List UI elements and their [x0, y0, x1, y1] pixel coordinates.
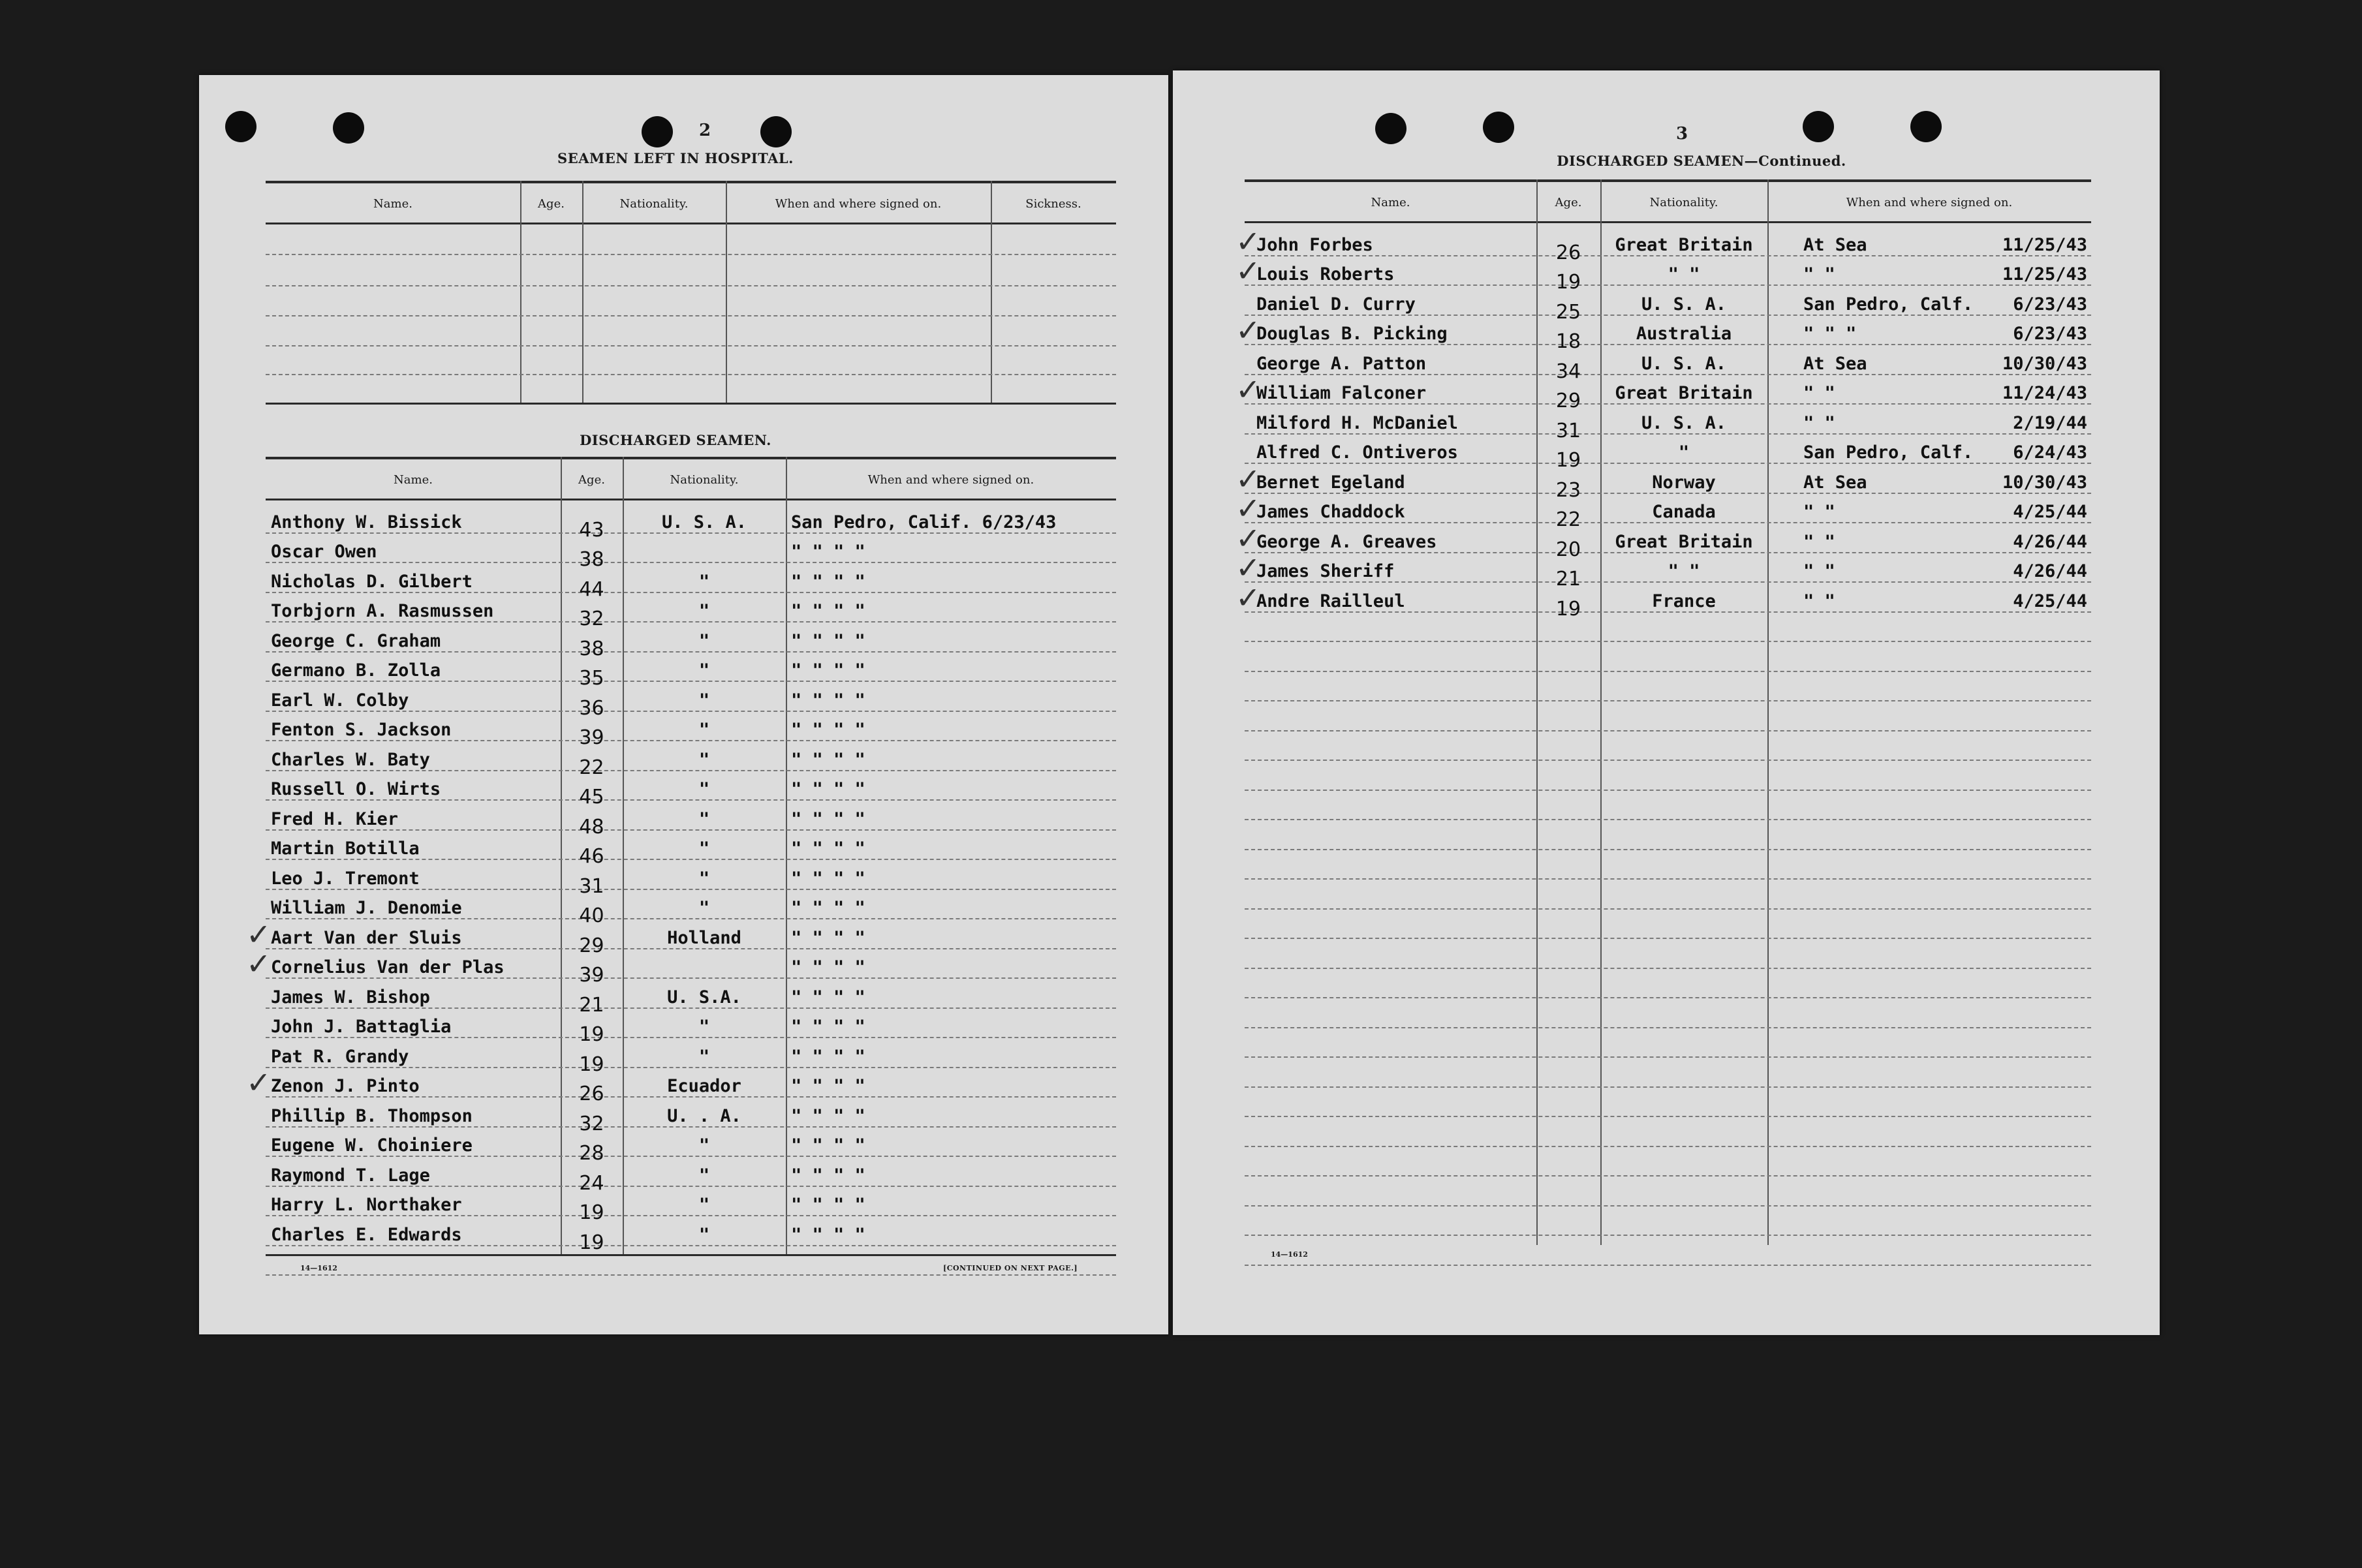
- seaman-age: 19: [1555, 271, 1581, 294]
- seaman-nationality: U. S. A.: [1641, 294, 1727, 315]
- seaman-nationality: ": [698, 1046, 710, 1067]
- row-rule: [1245, 1027, 2091, 1028]
- page-number: 3: [1675, 124, 1688, 144]
- table-row: [266, 1037, 1116, 1076]
- punch-hole: [333, 112, 364, 144]
- table-row: [266, 711, 1116, 749]
- table-row: [266, 1156, 1116, 1195]
- check-mark: ✓: [1235, 313, 1261, 348]
- row-rule: [266, 1245, 1116, 1246]
- seaman-name: Raymond T. Lage: [271, 1165, 430, 1186]
- seaman-signed-on: " " " ": [791, 1195, 865, 1215]
- table-row: [1235, 372, 2091, 412]
- seaman-name: Pat R. Grandy: [271, 1046, 409, 1067]
- seaman-signed-on: " " " ": [791, 779, 865, 799]
- seaman-age: 38: [579, 637, 604, 660]
- seaman-age: 19: [579, 1231, 604, 1254]
- table-row: [266, 740, 1116, 779]
- row-rule: [1245, 938, 2091, 939]
- row-rule: [1245, 1175, 2091, 1176]
- seaman-nationality: U. S. A.: [661, 512, 747, 532]
- table-row: [1235, 550, 2091, 591]
- seaman-signed-on-date: 11/24/43: [2002, 383, 2087, 403]
- seaman-nationality: ": [698, 749, 710, 770]
- discharged-section-title: DISCHARGED SEAMEN.: [580, 432, 771, 448]
- punch-hole: [1483, 112, 1514, 143]
- signed-on-cell: [1767, 561, 2091, 581]
- seaman-name: Anthony W. Bissick: [271, 512, 462, 532]
- seaman-signed-on-date: 2/19/44: [2013, 412, 2087, 433]
- seaman-name: George A. Patton: [1256, 353, 1427, 374]
- seaman-age: 28: [579, 1142, 604, 1165]
- table-row: [1235, 461, 2091, 502]
- seaman-age: 19: [1555, 597, 1581, 621]
- seaman-signed-on: " " " ": [791, 660, 865, 681]
- row-rule: [266, 1274, 1116, 1276]
- seaman-age: 32: [579, 1112, 604, 1135]
- seaman-signed-on-place: " ": [1803, 264, 1835, 284]
- seaman-name: Earl W. Colby: [271, 690, 409, 711]
- seaman-signed-on: " " " ": [791, 838, 865, 859]
- header-name: Name.: [1371, 195, 1410, 209]
- seaman-signed-on-date: 4/26/44: [2013, 531, 2087, 552]
- seaman-age: 18: [1555, 330, 1581, 353]
- seaman-age: 35: [579, 667, 604, 690]
- seaman-age: 25: [1555, 300, 1581, 324]
- seaman-name: Harry L. Northaker: [271, 1195, 462, 1215]
- table-row: [266, 1215, 1116, 1254]
- row-rule: [1245, 968, 2091, 969]
- row-rule: [1245, 1235, 2091, 1236]
- seaman-name: Oscar Owen: [271, 542, 377, 562]
- right-page: [1173, 70, 2160, 1335]
- seaman-signed-on-place: At Sea: [1803, 472, 1867, 493]
- seaman-signed-on: " " " ": [791, 957, 865, 977]
- seaman-signed-on-date: 10/30/43: [2002, 353, 2087, 374]
- seaman-nationality: Norway: [1652, 472, 1716, 493]
- seaman-signed-on: San Pedro, Calif. 6/23/43: [791, 512, 1057, 532]
- seaman-signed-on-place: At Sea: [1803, 353, 1867, 374]
- seaman-age: 22: [1555, 508, 1581, 531]
- seaman-age: 19: [579, 1053, 604, 1076]
- seaman-nationality: France: [1652, 591, 1716, 611]
- right-section-title: DISCHARGED SEAMEN—Continued.: [1557, 153, 1846, 169]
- row-rule: [1245, 760, 2091, 761]
- seaman-name: Martin Botilla: [271, 838, 420, 859]
- check-mark: ✓: [1235, 253, 1261, 288]
- discharged-table: [246, 457, 1116, 1331]
- seaman-signed-on: " " " ": [791, 1046, 865, 1067]
- seaman-nationality: ": [698, 898, 710, 918]
- seaman-signed-on-place: " ": [1803, 531, 1835, 552]
- signed-on-cell: [1767, 324, 2091, 344]
- seaman-signed-on: " " " ": [791, 1105, 865, 1126]
- seaman-signed-on: " " " ": [791, 601, 865, 621]
- table-row: [1245, 284, 2091, 324]
- seaman-nationality: ": [698, 808, 710, 829]
- seaman-name: Louis Roberts: [1256, 264, 1395, 284]
- signed-on-cell: [1767, 591, 2091, 611]
- seaman-name: George C. Graham: [271, 630, 441, 651]
- seaman-signed-on-place: " ": [1803, 502, 1835, 522]
- seaman-name: Nicholas D. Gilbert: [271, 571, 473, 592]
- seaman-age: 29: [579, 934, 604, 957]
- seaman-signed-on-place: At Sea: [1803, 234, 1867, 255]
- seaman-nationality: ": [698, 601, 710, 621]
- seaman-age: 39: [579, 964, 604, 987]
- table-row: [266, 889, 1116, 927]
- row-rule: [1245, 671, 2091, 672]
- check-mark: ✓: [1235, 579, 1261, 615]
- seaman-name: George A. Greaves: [1256, 531, 1437, 552]
- header-name: Name.: [394, 472, 433, 487]
- table-row: [266, 562, 1116, 601]
- seaman-age: 21: [1555, 568, 1581, 591]
- table-row: [1245, 403, 2091, 442]
- seaman-name: Andre Railleul: [1256, 591, 1405, 611]
- seaman-nationality: ": [698, 1195, 710, 1215]
- punch-hole: [642, 116, 673, 147]
- table-row: [1235, 253, 2091, 294]
- discharged-continued-table: [1235, 179, 2091, 1328]
- table-row: [1245, 344, 2091, 383]
- seaman-signed-on-date: 6/24/43: [2013, 442, 2087, 463]
- seaman-name: Cornelius Van der Plas: [271, 957, 505, 977]
- seaman-signed-on: " " " ": [791, 987, 865, 1007]
- seaman-name: Eugene W. Choiniere: [271, 1135, 473, 1156]
- seaman-age: 32: [579, 607, 604, 630]
- seaman-name: Germano B. Zolla: [271, 660, 441, 681]
- seaman-nationality: ": [698, 720, 710, 740]
- seaman-name: William J. Denomie: [271, 898, 462, 918]
- signed-on-cell: [1767, 294, 2091, 315]
- seaman-name: Milford H. McDaniel: [1256, 412, 1458, 433]
- table-row: [1235, 520, 2091, 561]
- seaman-signed-on-place: " ": [1803, 383, 1835, 403]
- row-rule: [1245, 997, 2091, 998]
- seaman-name: Charles W. Baty: [271, 749, 430, 770]
- punch-hole: [225, 111, 256, 142]
- header-age: Age.: [1555, 195, 1582, 209]
- seaman-nationality: ": [698, 779, 710, 799]
- seaman-nationality: ": [698, 660, 710, 681]
- seaman-nationality: ": [698, 838, 710, 859]
- seaman-signed-on: " " " ": [791, 898, 865, 918]
- check-mark: ✓: [246, 916, 272, 952]
- seaman-nationality: " ": [1668, 561, 1700, 581]
- check-mark: ✓: [1235, 372, 1261, 407]
- seaman-signed-on-date: 4/25/44: [2013, 591, 2087, 611]
- seaman-age: 20: [1555, 538, 1581, 561]
- seaman-nationality: U. S. A.: [1641, 412, 1727, 433]
- table-row: [266, 770, 1116, 808]
- seaman-nationality: ": [698, 1017, 710, 1037]
- table-row: [266, 829, 1116, 868]
- seaman-signed-on: " " " ": [791, 808, 865, 829]
- seaman-age: 31: [579, 874, 604, 898]
- table-row: [266, 532, 1116, 571]
- table-row: [266, 1126, 1116, 1165]
- punch-hole: [1803, 111, 1834, 142]
- seaman-name: Torbjorn A. Rasmussen: [271, 601, 494, 621]
- header-sickness: Sickness.: [1025, 196, 1081, 211]
- seaman-nationality: Australia: [1636, 324, 1732, 344]
- seaman-age: 39: [579, 726, 604, 749]
- check-mark: ✓: [246, 946, 272, 981]
- seaman-name: William Falconer: [1256, 383, 1427, 403]
- signed-on-cell: [1767, 264, 2091, 284]
- seaman-age: 43: [579, 518, 604, 542]
- seaman-nationality: Great Britain: [1615, 531, 1753, 552]
- table-row: [266, 1007, 1116, 1046]
- table-row: [246, 916, 1116, 957]
- check-mark: ✓: [1235, 461, 1261, 497]
- seaman-nationality: Canada: [1652, 502, 1716, 522]
- seaman-signed-on: " " " ": [791, 927, 865, 948]
- seaman-age: 45: [579, 786, 604, 808]
- seaman-signed-on-date: 6/23/43: [2013, 324, 2087, 344]
- seaman-signed-on: " " " ": [791, 630, 865, 651]
- seaman-age: 19: [1555, 449, 1581, 472]
- seaman-nationality: U. . A.: [667, 1105, 741, 1126]
- seaman-nationality: ": [698, 690, 710, 711]
- seaman-age: 40: [579, 904, 604, 927]
- header-age: Age.: [538, 196, 565, 211]
- table-row: [266, 592, 1116, 630]
- seaman-age: 31: [1555, 419, 1581, 442]
- hospital-table-header: [266, 185, 1116, 223]
- row-rule: [1245, 790, 2091, 791]
- punch-hole: [1375, 113, 1406, 144]
- seaman-signed-on-date: 11/25/43: [2002, 234, 2087, 255]
- check-mark: ✓: [1235, 550, 1261, 585]
- seaman-signed-on: " " " ": [791, 720, 865, 740]
- seaman-name: John J. Battaglia: [271, 1017, 452, 1037]
- seaman-age: 23: [1555, 478, 1581, 502]
- table-row: [266, 1186, 1116, 1224]
- signed-on-cell: [1767, 354, 2091, 374]
- table-row: [266, 502, 1116, 542]
- seaman-name: Fred H. Kier: [271, 808, 399, 829]
- seaman-age: 21: [579, 993, 604, 1017]
- seaman-name: Alfred C. Ontiveros: [1256, 442, 1458, 463]
- hospital-section-title: SEAMEN LEFT IN HOSPITAL.: [557, 150, 794, 166]
- seaman-signed-on-place: " ": [1803, 412, 1835, 433]
- table-row: [266, 799, 1116, 838]
- table-row: [1235, 223, 2091, 264]
- signed-on-cell: [1767, 235, 2091, 255]
- seaman-name: James W. Bishop: [271, 987, 430, 1007]
- row-rule: [1245, 1116, 2091, 1117]
- seaman-age: 24: [579, 1171, 604, 1195]
- seaman-nationality: Great Britain: [1615, 383, 1753, 403]
- seaman-age: 19: [579, 1023, 604, 1046]
- signed-on-cell: [1767, 413, 2091, 433]
- signed-on-cell: [1767, 502, 2091, 522]
- seaman-nationality: ": [698, 868, 710, 889]
- row-rule: [1245, 878, 2091, 880]
- signed-on-cell: [1767, 383, 2091, 403]
- seaman-name: Daniel D. Curry: [1256, 294, 1416, 315]
- seaman-age: 48: [579, 815, 604, 838]
- seaman-nationality: ": [698, 571, 710, 592]
- table-row: [246, 946, 1116, 987]
- seaman-name: Bernet Egeland: [1256, 472, 1405, 493]
- row-rule: [1245, 1086, 2091, 1088]
- seaman-nationality: ": [1678, 442, 1690, 463]
- header-age: Age.: [578, 472, 605, 487]
- signed-on-cell: [1767, 442, 2091, 463]
- table-row: [266, 977, 1116, 1017]
- seaman-nationality: U. S.A.: [667, 987, 741, 1007]
- seaman-age: 26: [579, 1083, 604, 1105]
- row-rule: [1245, 1056, 2091, 1058]
- header-nationality: Nationality.: [619, 196, 689, 211]
- seaman-nationality: " ": [1668, 264, 1700, 284]
- header-nationality: Nationality.: [670, 472, 739, 487]
- seaman-signed-on-date: 10/30/43: [2002, 472, 2087, 493]
- seaman-nationality: Great Britain: [1615, 234, 1753, 255]
- seaman-signed-on-date: 4/25/44: [2013, 502, 2087, 522]
- seaman-signed-on: " " " ": [791, 1165, 865, 1186]
- row-rule: [1245, 1146, 2091, 1147]
- seaman-age: 26: [1555, 241, 1581, 264]
- row-rule: [1245, 700, 2091, 701]
- left-page: [199, 75, 1168, 1334]
- seaman-name: John Forbes: [1256, 234, 1373, 255]
- seaman-name: Douglas B. Picking: [1256, 324, 1448, 344]
- seaman-nationality: ": [698, 1165, 710, 1186]
- seaman-name: Fenton S. Jackson: [271, 720, 452, 740]
- seaman-age: 46: [579, 845, 604, 868]
- table-row: [1245, 433, 2091, 472]
- seaman-signed-on: " " " ": [791, 1076, 865, 1096]
- seaman-nationality: Holland: [667, 927, 741, 948]
- table-row: [266, 859, 1116, 898]
- seaman-signed-on-date: 6/23/43: [2013, 294, 2087, 315]
- seaman-age: 44: [579, 577, 604, 601]
- table-row: [266, 1096, 1116, 1135]
- seaman-nationality: U. S. A.: [1641, 353, 1727, 374]
- seaman-age: 36: [579, 696, 604, 720]
- seaman-signed-on-place: " ": [1803, 591, 1835, 611]
- row-rule: [1245, 730, 2091, 731]
- check-mark: ✓: [1235, 520, 1261, 556]
- seaman-age: 34: [1555, 360, 1581, 383]
- punch-hole: [1910, 111, 1942, 142]
- seaman-age: 22: [579, 756, 604, 779]
- seaman-name: Leo J. Tremont: [271, 868, 420, 889]
- signed-on-cell: [1767, 532, 2091, 552]
- seaman-name: Zenon J. Pinto: [271, 1076, 420, 1096]
- seaman-name: James Sheriff: [1256, 561, 1395, 581]
- seaman-signed-on: " " " ": [791, 542, 865, 562]
- continued-note: [CONTINUED ON NEXT PAGE.]: [943, 1264, 1078, 1272]
- row-rule: [1245, 1265, 2091, 1266]
- seaman-signed-on: " " " ": [791, 1224, 865, 1245]
- form-number: 14—1612: [300, 1264, 337, 1272]
- signed-on-cell: [1767, 472, 2091, 493]
- row-rule: [1245, 1205, 2091, 1207]
- page-number: 2: [698, 121, 711, 140]
- seaman-nationality: ": [698, 1135, 710, 1156]
- discharged-table-header: [266, 461, 1116, 499]
- seaman-name: James Chaddock: [1256, 502, 1405, 522]
- seaman-signed-on-place: " " ": [1803, 324, 1857, 344]
- header-signed-on: When and where signed on.: [867, 472, 1034, 487]
- seaman-signed-on-place: " ": [1803, 561, 1835, 581]
- table-row: [266, 651, 1116, 690]
- seaman-signed-on-place: San Pedro, Calf.: [1803, 442, 1974, 463]
- header-name: Name.: [373, 196, 412, 211]
- row-rule: [1245, 849, 2091, 850]
- table-row: [266, 681, 1116, 720]
- table-row: [1235, 313, 2091, 353]
- seaman-signed-on: " " " ": [791, 1017, 865, 1037]
- table-row: [246, 1065, 1116, 1105]
- seaman-name: Russell O. Wirts: [271, 779, 441, 799]
- seaman-age: 19: [579, 1201, 604, 1224]
- form-number: 14—1612: [1271, 1250, 1308, 1259]
- seaman-name: Charles E. Edwards: [271, 1224, 462, 1245]
- seaman-name: Aart Van der Sluis: [271, 927, 462, 948]
- seaman-signed-on-date: 4/26/44: [2013, 561, 2087, 581]
- header-signed-on: When and where signed on.: [1846, 195, 2013, 209]
- seaman-age: 38: [579, 548, 604, 571]
- check-mark: ✓: [246, 1065, 272, 1100]
- table-row: [1235, 491, 2091, 531]
- row-rule: [1245, 611, 2091, 613]
- seaman-signed-on: " " " ": [791, 690, 865, 711]
- row-rule: [1245, 819, 2091, 820]
- seaman-age: 29: [1555, 390, 1581, 412]
- seaman-signed-on-place: San Pedro, Calf.: [1803, 294, 1974, 315]
- seaman-signed-on: " " " ": [791, 571, 865, 592]
- seaman-signed-on: " " " ": [791, 868, 865, 889]
- seaman-nationality: Ecuador: [667, 1076, 741, 1096]
- check-mark: ✓: [1235, 223, 1261, 259]
- seaman-signed-on: " " " ": [791, 749, 865, 770]
- right-table-header: [1245, 183, 2091, 221]
- seaman-nationality: ": [698, 630, 710, 651]
- row-rule: [1245, 641, 2091, 642]
- hospital-table: [266, 181, 1116, 416]
- header-signed-on: When and where signed on.: [775, 196, 942, 211]
- header-nationality: Nationality.: [1649, 195, 1718, 209]
- seaman-name: Phillip B. Thompson: [271, 1105, 473, 1126]
- table-row: [266, 621, 1116, 660]
- row-rule: [1245, 908, 2091, 910]
- seaman-nationality: ": [698, 1224, 710, 1245]
- seaman-signed-on-date: 11/25/43: [2002, 264, 2087, 284]
- seaman-signed-on: " " " ": [791, 1135, 865, 1156]
- check-mark: ✓: [1235, 491, 1261, 526]
- punch-hole: [760, 116, 792, 147]
